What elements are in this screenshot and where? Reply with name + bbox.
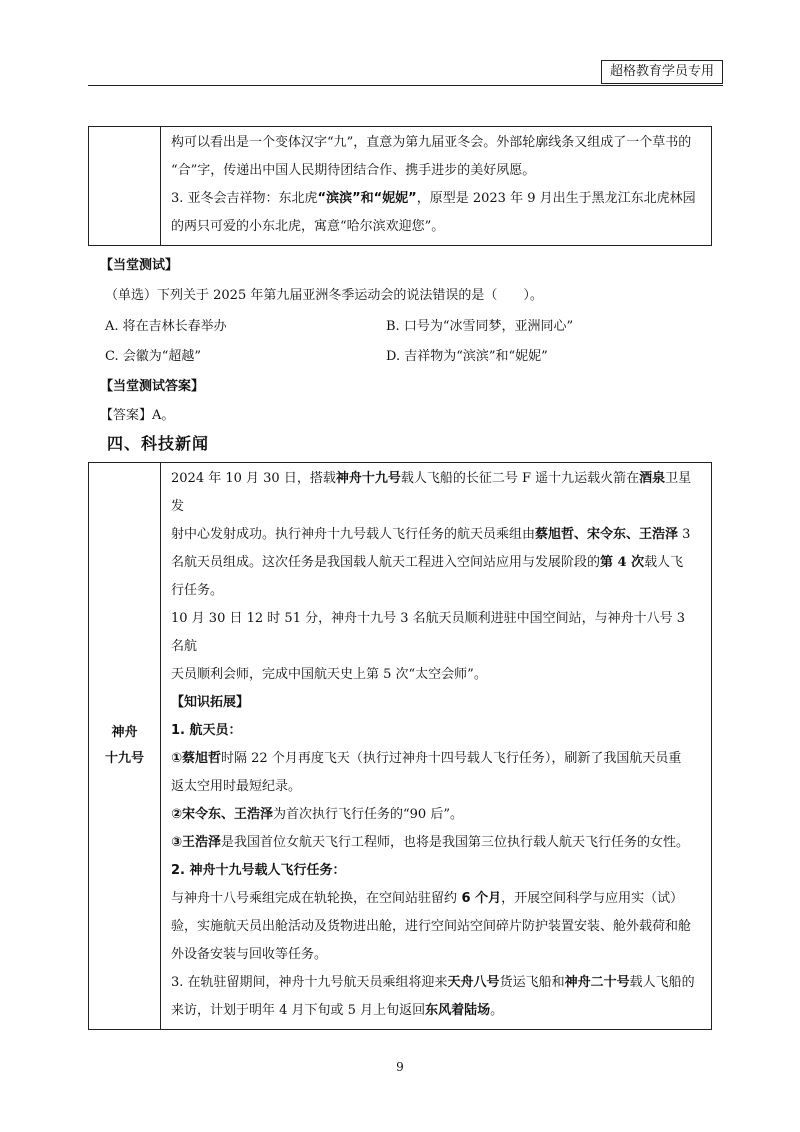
mascot-line: 3. 亚冬会吉祥物：东北虎“滨滨”和“妮妮”，原型是 2023 年 9 月出生于黑龙江东北虎林园: [171, 191, 696, 206]
quiz-question: （单选）下列关于 2025 年第九届亚洲冬季运动会的说法错误的是（ ）。: [105, 288, 543, 303]
text-line: 外设备安装与回收等任务。: [171, 947, 328, 962]
text-line: 的两只可爱的小东北虎，寓意“哈尔滨欢迎您”。: [171, 219, 445, 234]
text-line: 名航天员组成。这次任务是我国载人航天工程进入空间站应用与发展阶段的第 4 次载人飞: [171, 555, 684, 570]
option-c: C. 会徽为“超越”: [105, 349, 202, 364]
quiz-title: 【当堂测试】: [100, 258, 179, 273]
option-d: D. 吉祥物为“滨滨”和“妮妮”: [386, 349, 548, 364]
text-line: 行任务。: [171, 583, 224, 598]
text-line: 3. 在轨驻留期间，神舟十九号航天员乘组将迎来天舟八号货运飞船和神舟二十号载人飞船的: [171, 975, 695, 990]
option-b: B. 口号为“冰雪同梦，亚洲同心”: [386, 319, 574, 334]
text-line: ①蔡旭哲时隔 22 个月再度飞天（执行过神舟十四号载人飞行任务），刷新了我国航天员重: [171, 751, 682, 766]
text-line: “合”字，传递出中国人民期待团结合作、携手进步的美好夙愿。: [171, 163, 536, 178]
answer-text: 【答案】A。: [100, 408, 175, 423]
label-line-1: 神舟: [111, 725, 138, 740]
text-line: 2024 年 10 月 30 日，搭载神舟十九号载人飞船的长征二号 F 遥十九运载火箭在酒泉卫星发: [171, 471, 692, 514]
extension-heading-2: 2. 神舟十九号载人飞行任务：: [171, 863, 346, 878]
text-line: 构可以看出是一个变体汉字“九”，直意为第九届亚冬会。外部轮廓线条又组成了一个草书的: [171, 135, 692, 150]
text-line: ③王浩泽是我国首位女航天飞行工程师，也将是我国第三位执行载人航天飞行任务的女性。: [171, 835, 690, 850]
extension-heading-1: 1. 航天员：: [171, 723, 242, 738]
table-label-cell: [89, 127, 161, 246]
label-line-2: 十九号: [104, 751, 144, 766]
answer-title: 【当堂测试答案】: [100, 379, 205, 394]
text-line: 射中心发射成功。执行神舟十九号载人飞行任务的航天员乘组由蔡旭哲、宋令东、王浩泽 3: [171, 527, 691, 542]
option-a: A. 将在吉林长春举办: [105, 319, 227, 334]
text-line: ②宋令东、王浩泽为首次执行飞行任务的“90 后”。: [171, 807, 463, 822]
tech-news-table: [88, 462, 712, 1030]
extension-title: 【知识拓展】: [171, 695, 250, 710]
text-line: 返太空用时最短纪录。: [171, 779, 302, 794]
table-content-cell: [161, 127, 712, 246]
section-heading: 四、科技新闻: [107, 434, 210, 453]
continued-info-table: [88, 126, 712, 246]
table-label-cell: [89, 463, 161, 1030]
text-line: 来访，计划于明年 4 月下旬或 5 月上旬返回东风着陆场。: [171, 1003, 504, 1018]
header-stamp: 超格教育学员专用: [601, 60, 723, 84]
text-line: 10 月 30 日 12 时 51 分，神舟十九号 3 名航天员顺利进驻中国空间站，与神舟十八号 3 名航: [171, 611, 686, 654]
table-content-cell: [161, 463, 712, 1030]
page-number: 9: [396, 1060, 404, 1074]
text-line: 天员顺利会师，完成中国航天史上第 5 次“太空会师”。: [171, 667, 487, 682]
text-line: 验，实施航天员出舱活动及货物进出舱，进行空间站空间碎片防护装置安装、舱外载荷和舱: [171, 919, 692, 934]
header-rule: [88, 85, 723, 86]
text-line: 与神舟十八号乘组完成在轨轮换，在空间站驻留约 6 个月，开展空间科学与应用实（试）: [171, 891, 684, 906]
